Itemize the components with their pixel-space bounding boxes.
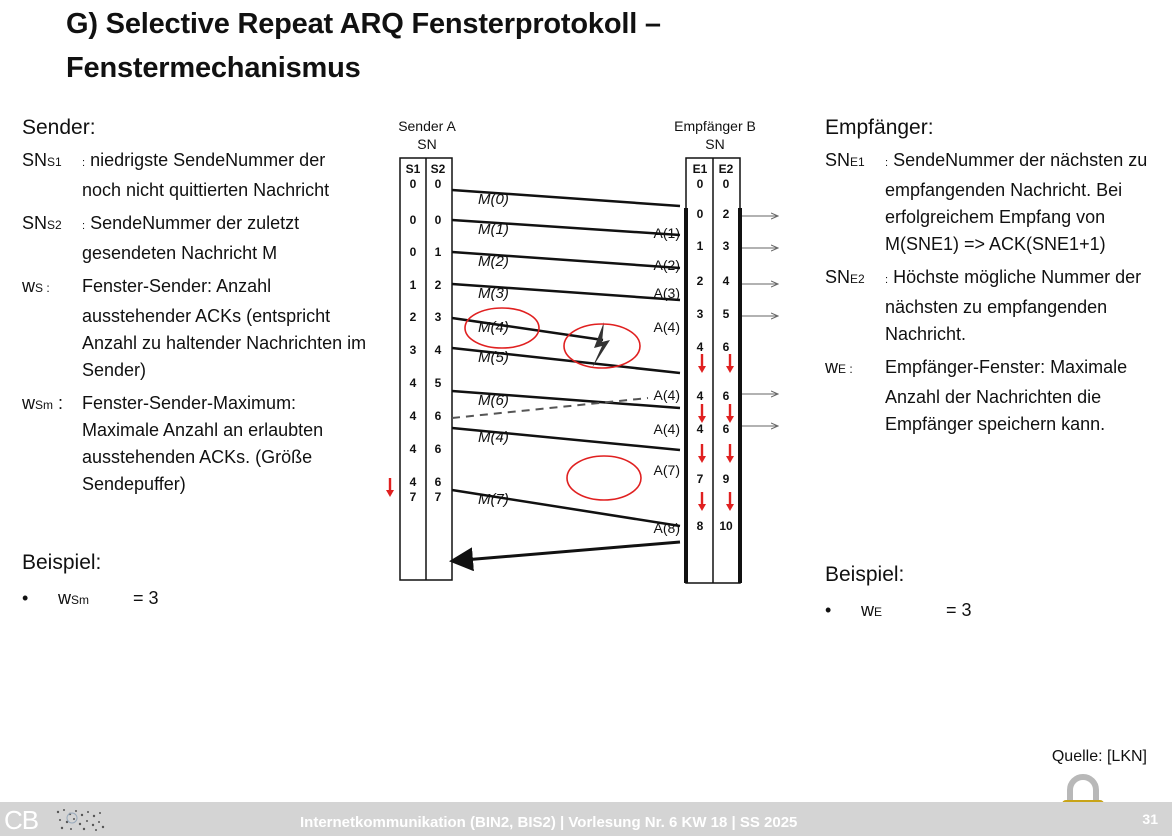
receiver-e1-value: 8 — [696, 519, 704, 533]
ack-label: A(2) — [653, 257, 680, 273]
receiver-e2-value: 10 — [719, 519, 733, 533]
receiver-e1-value: 7 — [696, 472, 704, 486]
receiver-e2-value: 6 — [722, 340, 730, 354]
sequence-diagram — [378, 108, 798, 600]
sender-s1-value: 7 — [409, 490, 417, 504]
receiver-def-we: wE : Empfänger-Fenster: Maximale Anzahl der Nachrichten die Empfänger speichern kann. — [825, 357, 1128, 434]
message-label: M(4) — [478, 429, 509, 446]
sender-s2-value: 6 — [434, 409, 442, 423]
sender-s1-value: 2 — [409, 310, 417, 324]
red-down-arrowhead — [698, 366, 706, 373]
message-label: M(3) — [478, 285, 509, 302]
page-number: 31 — [1142, 811, 1158, 827]
receiver-e2-value: 6 — [722, 422, 730, 436]
sender-section — [22, 114, 367, 504]
ack-a8-arrow — [452, 542, 680, 561]
sender-s2-value: 6 — [434, 442, 442, 456]
message-label: M(2) — [478, 253, 509, 270]
footer-logo: CB — [4, 805, 39, 835]
ack-label: A(7) — [653, 462, 680, 478]
sender-s2-value: 4 — [434, 343, 442, 357]
sender-s1-value: 4 — [409, 376, 417, 390]
receiver-col-e2: E2 — [718, 162, 734, 176]
red-down-arrowhead — [386, 490, 394, 497]
receiver-e2-value: 5 — [722, 307, 730, 321]
sender-def-sns2: SNS2 : SendeNummer der zuletzt gesendeten Nachricht M — [22, 213, 300, 263]
red-down-arrowhead — [726, 504, 734, 511]
receiver-e2-value: 4 — [722, 274, 730, 288]
sender-s2-value: 3 — [434, 310, 442, 324]
sender-def-sns1: SNS1 : niedrigste SendeNummer der noch nicht quittierten Nachricht — [22, 150, 330, 200]
sender-sn-label: SN — [417, 136, 437, 152]
retransmit-circle — [567, 456, 641, 500]
receiver-e2-value: 0 — [722, 177, 730, 191]
receiver-e2-value: 9 — [722, 472, 730, 486]
sender-col-s2: S2 — [430, 162, 446, 176]
receiver-def-sne1: SNE1 : SendeNummer der nächsten zu empfangenden Nachricht. Bei erfolgreichem Empfang von M(SNE1) => ACK(SNE1+1) — [825, 150, 1148, 254]
red-down-arrowhead — [726, 366, 734, 373]
sender-s1-value: 0 — [409, 245, 417, 259]
receiver-e1-value: 4 — [696, 389, 704, 403]
sender-def-ws: wS : Fenster-Sender: Anzahl ausstehender ACKs (entspricht Anzahl zu haltender Nachrichten im Sender) — [22, 276, 367, 380]
receiver-b-label: Empfänger B — [674, 118, 756, 134]
sender-s1-value: 4 — [409, 409, 417, 423]
ack-label: A(8) — [653, 520, 680, 536]
footer-bar — [0, 802, 1172, 836]
receiver-col-e1: E1 — [692, 162, 708, 176]
receiver-section — [825, 114, 1160, 444]
receiver-sn-label: SN — [705, 136, 725, 152]
receiver-e1-value: 4 — [696, 422, 704, 436]
message-label: M(7) — [478, 491, 509, 508]
sender-s2-value: 6 — [434, 475, 442, 489]
receiver-e1-value: 0 — [696, 177, 704, 191]
sender-s2-value: 1 — [434, 245, 442, 259]
sender-def-wsm: wSm : Fenster-Sender-Maximum: Maximale Anzahl an erlaubten ausstehenden ACKs. (Größe Sendepuffer) — [22, 393, 324, 494]
receiver-example: • wE = 3 — [825, 600, 972, 620]
receiver-e1-value: 1 — [696, 239, 704, 253]
sender-s2-value: 0 — [434, 177, 442, 191]
ack-label: A(4) — [653, 319, 680, 335]
receiver-e2-value: 3 — [722, 239, 730, 253]
receiver-heading: Empfänger: — [825, 116, 934, 139]
sender-s1-value: 4 — [409, 475, 417, 489]
sender-s1-value: 0 — [409, 177, 417, 191]
sender-s1-value: 0 — [409, 213, 417, 227]
sender-s2-value: 7 — [434, 490, 442, 504]
sender-example-heading: Beispiel: — [22, 551, 102, 574]
receiver-e1-value: 4 — [696, 340, 704, 354]
sender-heading: Sender: — [22, 116, 96, 139]
network-logo-icon — [54, 808, 106, 832]
sender-s1-value: 3 — [409, 343, 417, 357]
receiver-e1-value: 3 — [696, 307, 704, 321]
footer-course: Internetkommunikation (BIN2, BIS2) | Vorlesung Nr. 6 KW 18 | SS 2025 — [300, 814, 798, 831]
red-down-arrowhead — [698, 456, 706, 463]
sender-col-s1: S1 — [405, 162, 421, 176]
receiver-e2-value: 2 — [722, 207, 730, 221]
red-down-arrowhead — [726, 456, 734, 463]
message-label: M(6) — [478, 392, 509, 409]
red-down-arrowhead — [698, 504, 706, 511]
sender-s2-value: 2 — [434, 278, 442, 292]
ack-label: A(3) — [653, 285, 680, 301]
ack-label: A(4) — [653, 387, 680, 403]
receiver-e2-value: 6 — [722, 389, 730, 403]
message-label: M(0) — [478, 191, 509, 208]
ack-label: A(4) — [653, 421, 680, 437]
ack-label: A(1) — [653, 225, 680, 241]
message-label: M(4) — [478, 319, 509, 336]
sender-s2-value: 5 — [434, 376, 442, 390]
page-title: G) Selective Repeat ARQ Fensterprotokoll – Fenstermechanismus — [66, 8, 661, 84]
lightning-icon — [592, 322, 610, 368]
sender-s1-value: 1 — [409, 278, 417, 292]
receiver-def-sne2: SNE2 : Höchste mögliche Nummer der nächsten zu empfangenden Nachricht. — [825, 267, 1142, 344]
sender-s2-value: 0 — [434, 213, 442, 227]
message-label: M(1) — [478, 221, 509, 238]
message-label: M(5) — [478, 349, 509, 366]
receiver-e1-value: 0 — [696, 207, 704, 221]
receiver-example-heading: Beispiel: — [825, 563, 905, 586]
receiver-e1-value: 2 — [696, 274, 704, 288]
sender-a-label: Sender A — [398, 118, 456, 134]
sender-example: • wSm = 3 — [22, 588, 159, 608]
sender-s1-value: 4 — [409, 442, 417, 456]
source-note: Quelle: [LKN] — [1051, 748, 1147, 765]
message-arrow — [452, 318, 603, 340]
